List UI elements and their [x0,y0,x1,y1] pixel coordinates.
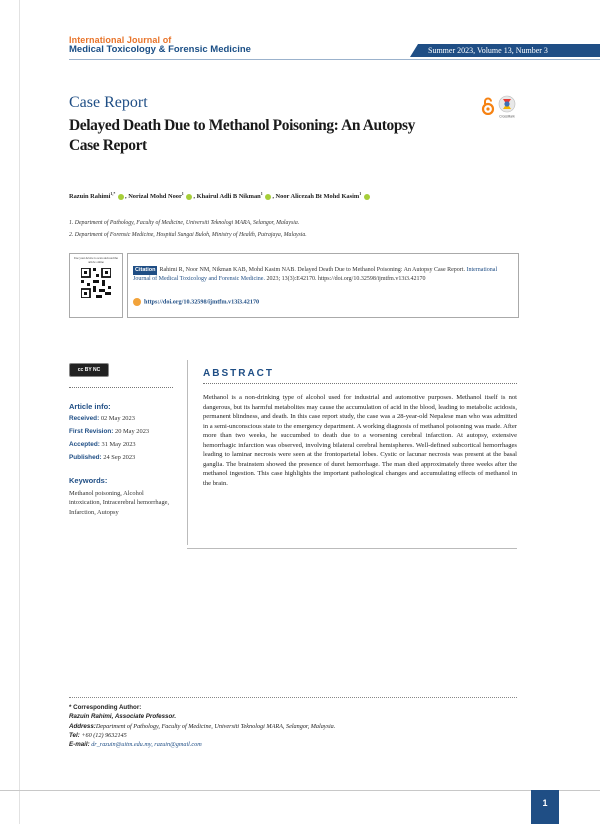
accepted-date: 31 May 2023 [101,441,136,448]
footnote-divider [69,697,517,698]
corr-tel: +60 (12) 9632145 [81,731,127,739]
journal-name-line1: International Journal of [69,35,172,45]
keywords-heading: Keywords: [69,476,108,485]
page-number: 1 [531,790,559,824]
author-list: Razuin Rahimi$^{1,*}$ , Norizal Mohd Noor$^1$ , Khairul Adli B Nikman$^1$ , Noor Alicezah Bt Mohd Kasim$^1$ [69,191,539,200]
author-affil-ref: 1,* [110,191,116,196]
article-title-line2: Case Report [69,137,147,155]
orcid-icon[interactable] [364,194,370,200]
doi-row [133,298,259,306]
author-affil-ref: 1 [181,191,184,196]
received-date: 02 May 2023 [100,415,135,422]
crossmark-label: CrossMark [499,114,515,119]
journal-name [69,36,251,55]
open-access-icon [481,97,495,115]
abstract-divider [203,383,517,384]
affiliation-2: 2. Department of Forensic Medicine, Hospital Sungai Buloh, Ministry of Health, Putrajaya, Malaysia. [69,232,307,238]
orcid-icon[interactable] [186,194,192,200]
corr-address-label: Address: [69,722,96,730]
citation-text [133,266,508,285]
citation-body: Rahimi R, Noor NM, Nikman KAB, Mohd Kasim NAB. Delayed Death Due to Methanol Poisoning: An Autopsy Case Report. [159,267,465,273]
article-info-heading: Article info: [69,402,111,411]
citation-tag: Citation [135,267,156,273]
orcid-icon[interactable] [265,194,271,200]
revision-row [69,428,149,435]
cc-license-badge[interactable] [69,363,109,377]
article-title-line1: Delayed Death Due to Methanol Poisoning: An Autopsy [69,117,416,134]
article-type: Case Report [69,94,148,111]
citation-journal-link[interactable]: International Journal of Medical Toxicology and Forensic Medicine. [133,267,498,283]
affiliation-1: 1. Department of Pathology, Faculty of Medicine, Universiti Teknologi MARA, Selangor, Malaysia. [69,220,300,226]
author-name: Noor Alicezah Bt Mohd Kasim [275,193,360,201]
corr-email-link[interactable]: dr_razuin@uitm.edu.my, razuin@gmail.com [91,741,202,749]
orcid-icon[interactable] [118,194,124,200]
abstract-text: Methanol is a non-drinking type of alcohol used for industrial and automotive purposes. Methanol itself is not dangerous, but its harmful metabolites may cause the accumulation of acid in the blood, leading to metabolic acidosis, permanent blindness, and death. In this case report study, the case was a 28-year-old Nepalese man who was admitted in a semi-unconscious state to the emergency department. A working diagnosis of methanol poisoning was made. After more than two weeks, he succumbed to death due to a worsening cerebral infarction. At autopsy, extensive hemorrhagic infarction was observed, involving bilateral cerebral hemispheres. Well-defined subcortical hemorrhages leading to laminar necrosis were seen at the frontoparietal lobes. Cystic or lacunar necrosis was present at the basal ganglia. The brainstem showed the presence of duret hemorrhage. The man died approximately three weeks after the methanol ingestion. This case highlights the important pathological changes and accumulating effects of methanol in the brain. [203,394,517,487]
author-name: Norizal Mohd Noor [128,193,182,201]
corr-email-label: E-mail: [69,741,90,749]
revision-date: 20 May 2023 [115,428,150,435]
journal-name-line2: Medical Toxicology & Forensic Medicine [69,44,251,56]
published-label: Published: [69,454,102,461]
author-affil-ref: 1 [359,191,362,196]
corr-name: Razuin Rahimi, Associate Professor. [69,713,177,721]
author-affil-ref: 1 [260,191,263,196]
citation-box [127,253,519,318]
published-date: 24 Sep 2023 [103,454,136,461]
doi-icon [133,298,141,306]
keywords-text: Methanol poisoning, Alcohol intoxication, Intracerebral hemorrhage, Infarction, Autopsy [69,490,170,516]
corr-address: Department of Pathology, Faculty of Medicine, Universiti Teknologi MARA, Selangor, Malaysia. [95,722,336,730]
qr-note: Use your device to scan and read the article online [73,256,119,264]
doi-link[interactable]: https://doi.org/10.32598/ijmtfm.v13i3.42170 [144,298,260,306]
accepted-row [69,441,136,448]
column-divider [187,360,188,545]
revision-label: First Revision: [69,428,114,435]
citation-suffix: 2023; 13(3):E42170. https://doi.org/10.32598/ijmtfm.v13i3.42170 [266,276,426,283]
margin-rule [19,0,20,824]
footer-rule [0,790,600,791]
corresponding-author [69,703,335,749]
left-divider [69,387,173,388]
received-row [69,415,135,422]
qr-code[interactable] [81,268,111,298]
author-name: Razuin Rahimi [69,193,111,201]
published-row [69,454,135,461]
corr-heading: * Corresponding Author: [69,704,142,711]
accepted-label: Accepted: [69,441,100,448]
cc-license-text: cc BY NC [77,367,101,373]
abstract-bottom-rule [187,548,517,549]
crossmark-icon[interactable] [497,95,517,119]
abstract-heading: ABSTRACT [203,368,274,379]
article-title [69,116,489,156]
issue-banner: Summer 2023, Volume 13, Number 3 [418,44,600,57]
qr-code-box [69,253,123,318]
received-label: Received: [69,415,100,422]
corr-tel-label: Tel: [69,731,80,739]
header-divider [69,59,600,60]
author-name: Khairul Adli B Nikman [196,193,261,201]
